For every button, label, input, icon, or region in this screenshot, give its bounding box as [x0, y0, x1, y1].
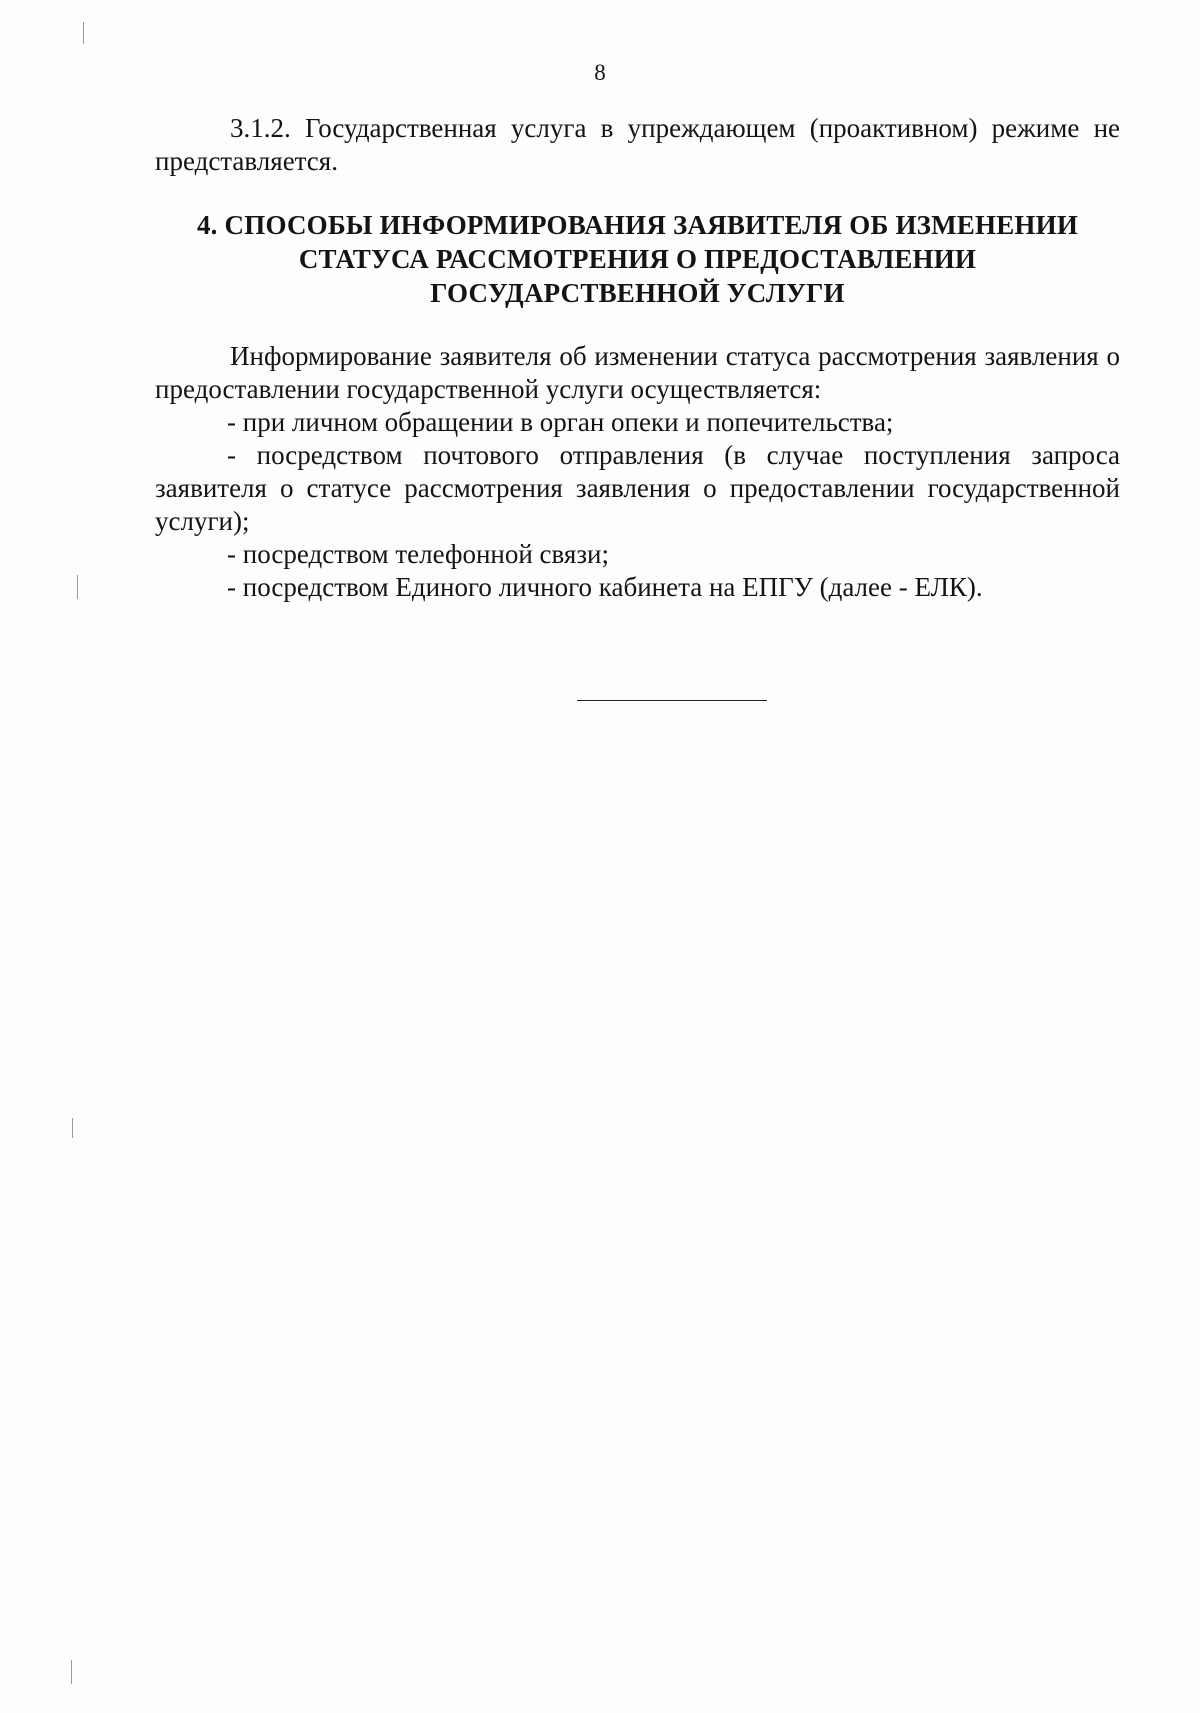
scan-artifact-mark — [77, 575, 78, 599]
section-heading-line: ГОСУДАРСТВЕННОЙ УСЛУГИ — [430, 278, 845, 308]
scan-artifact-mark — [72, 1118, 73, 1138]
list-item: - посредством телефонной связи; — [227, 539, 609, 569]
scan-artifact-mark — [71, 1660, 72, 1684]
page-number: 8 — [594, 60, 606, 85]
document-body — [155, 112, 1120, 604]
list-item: - при личном обращении в орган опеки и попечительства; — [227, 407, 894, 437]
section-heading-line: 4. СПОСОБЫ ИНФОРМИРОВАНИЯ ЗАЯВИТЕЛЯ ОБ ИЗМЕНЕНИИ — [196, 210, 1079, 240]
intro-paragraph: 3.1.2. Государственная услуга в упреждающем (проактивном) режиме не представляется. — [155, 113, 1120, 176]
list-item: - посредством Единого личного кабинета на ЕПГУ (далее - ЕЛК). — [227, 572, 983, 602]
end-separator-line — [577, 700, 767, 701]
section-heading — [155, 208, 1120, 310]
body-paragraph: Информирование заявителя об изменении статуса рассмотрения заявления о предоставлении государственной услуги осуществляется: — [155, 341, 1120, 404]
section-heading-line: СТАТУСА РАССМОТРЕНИЯ О ПРЕДОСТАВЛЕНИИ — [298, 244, 977, 274]
scan-artifact-mark — [83, 22, 84, 44]
list-item: - посредством почтового отправления (в случае поступления запроса заявителя о статусе рассмотрения заявления о предоставлении государственной услуги); — [155, 440, 1120, 536]
